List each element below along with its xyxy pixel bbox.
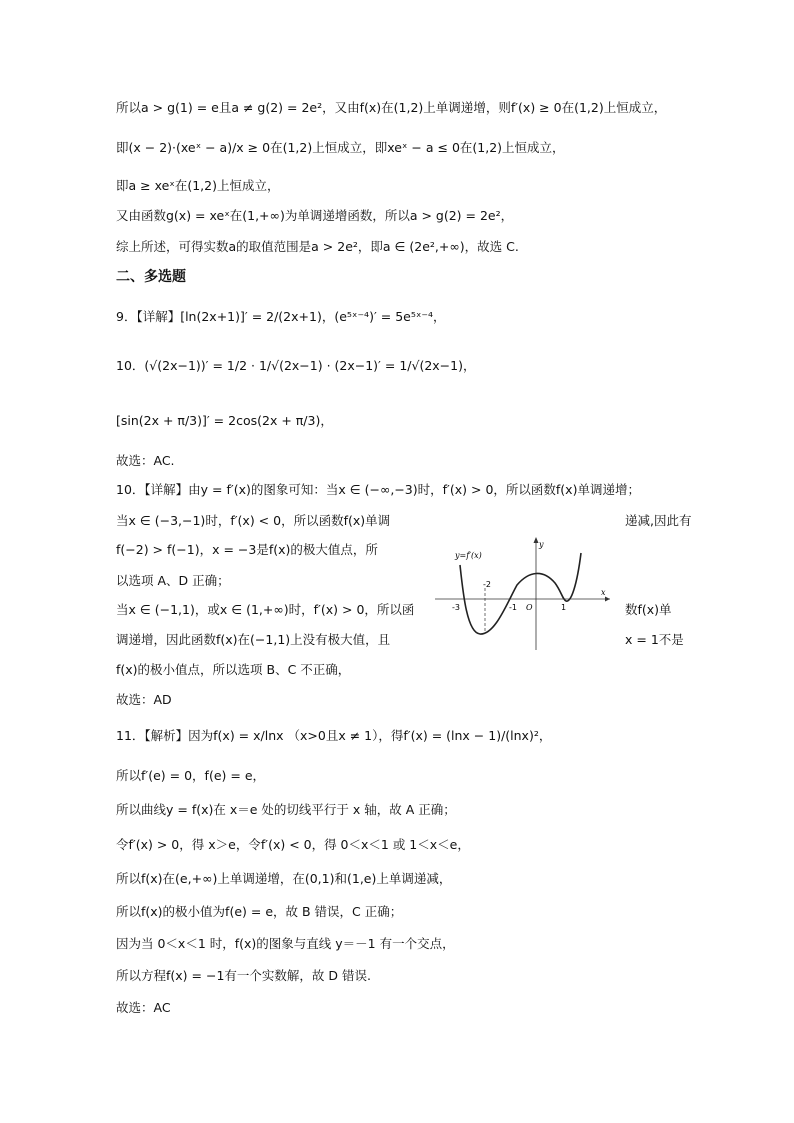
- text-line-20: 所以f′(e) = 0，f(e) = e，: [116, 768, 266, 783]
- text-line-12: 当x ∈ (−3,−1)时，f′(x) < 0，所以函数f(x)单调: [116, 513, 391, 528]
- x-axis-arrow: [605, 597, 610, 602]
- text-line-13: f(−2) > f(−1)，x = −3是f(x)的极大值点，所: [116, 542, 378, 557]
- text-line-10: 故选：AC.: [116, 453, 175, 468]
- text-line-21: 所以曲线y = f(x)在 x＝e 处的切线平行于 x 轴，故 A 正确；: [116, 802, 456, 817]
- derivative-curve: [460, 553, 581, 634]
- text-line-27: 故选：AC: [116, 1000, 171, 1015]
- text-line-14: 以选项 A、D 正确；: [116, 573, 230, 588]
- text-right-1: 递减,因此有: [625, 513, 692, 528]
- text-right-2: 数f(x)单: [625, 602, 672, 617]
- origin-label: O: [526, 603, 533, 612]
- text-line-15: 当x ∈ (−1,1)，或x ∈ (1,+∞)时，f′(x) > 0，所以函: [116, 602, 415, 617]
- text-line-23: 所以f(x)在(e,+∞)上单调递增，在(0,1)和(1,e)上单调递减，: [116, 871, 452, 886]
- tick-plus-1: 1: [561, 603, 567, 612]
- text-line-18: 故选：AD: [116, 692, 172, 707]
- section-heading: 二、多选题: [116, 269, 186, 285]
- text-line-11: 10．【详解】由y = f′(x)的图象可知：当x ∈ (−∞,−3)时，f′(x) > 0，所以函数f(x)单调递增；: [116, 482, 640, 497]
- x-axis-label: x: [601, 588, 606, 597]
- y-axis-label: y: [539, 540, 544, 549]
- text-line-8: 10．(√(2x−1))′ = 1/2 · 1/√(2x−1) · (2x−1)′ = 1/√(2x−1)，: [116, 358, 476, 373]
- text-line-9: [sin(2x + π/3)]′ = 2cos(2x + π/3)，: [116, 413, 333, 428]
- text-line-25: 因为当 0＜x＜1 时，f(x)的图象与直线 y＝－1 有一个交点，: [116, 936, 455, 951]
- y-axis-arrow: [534, 537, 539, 543]
- text-line-16: 调递增，因此函数f(x)在(−1,1)上没有极大值，且: [116, 632, 391, 647]
- text-line-17: f(x)的极小值点，所以选项 B、C 不正确，: [116, 662, 351, 677]
- text-line-5: 综上所述，可得实数a的取值范围是a > 2e²，即a ∈ (2e²,+∞)，故选 C.: [116, 239, 519, 254]
- tick-minus-1: -1: [509, 603, 517, 612]
- text-line-22: 令f′(x) > 0，得 x＞e，令f′(x) < 0，得 0＜x＜1 或 1＜x＜e，: [116, 837, 470, 852]
- text-line-26: 所以方程f(x) = −1有一个实数解，故 D 错误.: [116, 968, 371, 983]
- tick-minus-2: -2: [483, 580, 491, 589]
- text-line-19: 11．【解析】因为f(x) = x/lnx （x>0且x ≠ 1），得f′(x) = (lnx − 1)/(lnx)²，: [116, 728, 552, 743]
- curve-label: y=f′(x): [455, 551, 482, 560]
- tick-minus-3: -3: [452, 603, 460, 612]
- text-line-1: 所以a > g(1) = e且a ≠ g(2) = 2e²，又由f(x)在(1,2)上单调递增，则f′(x) ≥ 0在(1,2)上恒成立，: [116, 100, 667, 115]
- text-line-3: 即a ≥ xeˣ在(1,2)上恒成立，: [116, 178, 280, 193]
- text-line-7: 9．【详解】[ln(2x+1)]′ = 2/(2x+1)，(e⁵ˣ⁻⁴)′ = 5e⁵ˣ⁻⁴，: [116, 309, 446, 324]
- text-line-24: 所以f(x)的极小值为f(e) = e，故 B 错误，C 正确；: [116, 904, 403, 919]
- text-right-3: x = 1不是: [625, 632, 684, 647]
- text-line-2: 即(x − 2)·(xeˣ − a)/x ≥ 0在(1,2)上恒成立，即xeˣ − a ≤ 0在(1,2)上恒成立，: [116, 140, 565, 155]
- derivative-graph-figure: [425, 533, 615, 651]
- text-line-4: 又由函数g(x) = xeˣ在(1,+∞)为单调递增函数，所以a > g(2) = 2e²，: [116, 208, 514, 223]
